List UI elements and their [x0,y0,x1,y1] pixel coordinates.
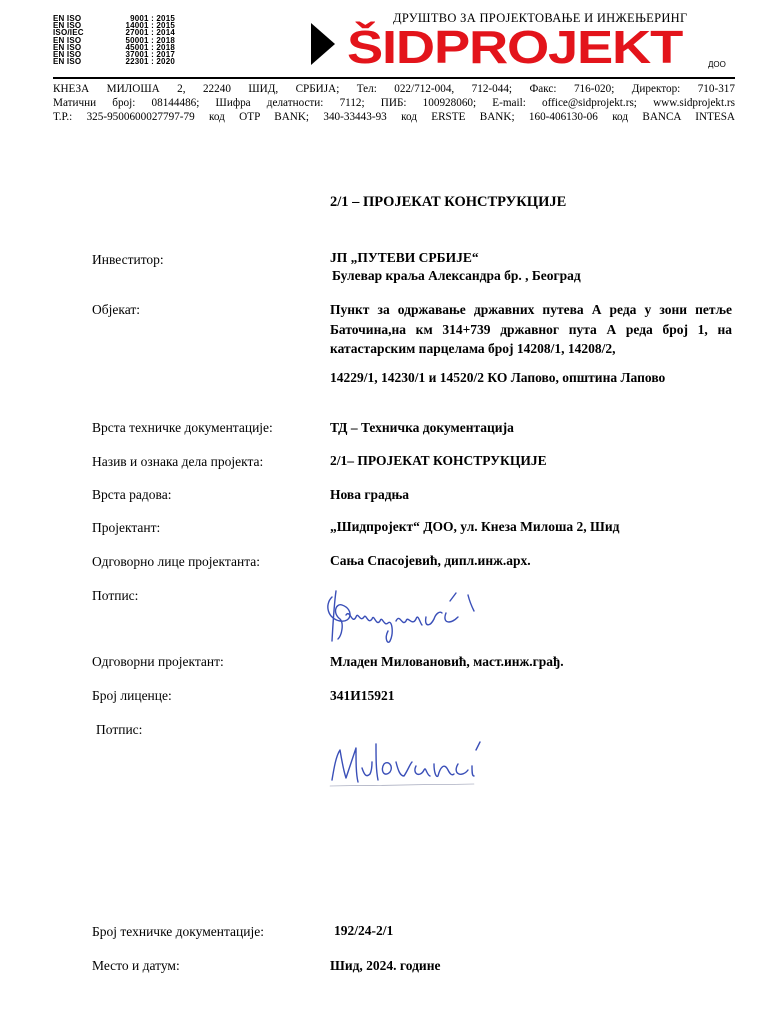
signature-milovanovic [326,734,486,790]
chief-designer-value: Младен Миловановић, маст.инж.грађ. [330,654,564,669]
work-type-value: Нова градња [330,487,410,502]
iso-code: 37001 : 2017 [125,49,175,59]
iso-certifications [53,15,175,65]
iso-standard: EN ISO [53,49,82,59]
work-type-label: Врста радова: [92,487,172,502]
bank-accounts-line: Т.Р.: 325-9500600027797-79 код OTP BANK; 340-33443-93 код ERSTE BANK; 160-406130-06 код BANCA INTESA [53,111,735,123]
iso-standard: EN ISO [53,57,82,67]
company-logo-name: ŠIDPROJEKT [347,21,683,73]
license-label: Број лиценце: [92,688,172,703]
place-date-value: Шид, 2024. године [330,958,441,973]
company-tagline: ДРУШТВО ЗА ПРОЈЕКТОВАЊЕ И ИНЖЕЊЕРИНГ [393,11,688,25]
iso-standard: EN ISO [53,35,82,45]
signature-label: Потпис: [92,588,139,603]
object-label: Објекат: [92,302,141,317]
logo-arrow-icon [311,23,335,65]
responsible-person-label: Одговорно лице пројектанта: [92,554,261,569]
project-part-value: 2/1– ПРОЈЕКАТ КОНСТРУКЦИЈЕ [330,453,547,468]
doc-type-value: ТД – Техничка документација [330,420,514,435]
iso-code: 9001 : 2015 [130,14,175,23]
iso-code: 45001 : 2018 [125,42,175,52]
iso-standard: EN ISO [53,42,82,52]
iso-code: 27001 : 2014 [125,28,175,38]
doc-type-label: Врста техничке документације: [92,420,273,435]
iso-code: 50001 : 2018 [125,35,175,45]
registration-line: Матични број: 08144486; Шифра делатности: 7112; ПИБ: 100928060; E-mail: office@sidprojekt.rs; www.sidprojekt.rs [53,97,735,109]
address-line: КНЕЗА МИЛОША 2, 22240 ШИД, СРБИЈА; Тел: 022/712-004, 712-044; Факс: 716-020; Директор: 710-317 [53,83,735,95]
iso-standard: EN ISO [53,14,82,23]
doc-number-label: Број техничке документације: [92,924,264,939]
investor-name: ЈП „ПУТЕВИ СРБИЈЕ“ [330,250,479,265]
iso-code: 22301 : 2020 [125,57,175,67]
investor-label: Инвеститор: [92,252,164,267]
iso-row [53,58,175,65]
designer-label: Пројектант: [92,520,161,535]
document-title: 2/1 – ПРОЈЕКАТ КОНСТРУКЦИЈЕ [330,194,567,210]
responsible-person-value: Сања Спасојевић, дипл.инж.арх. [330,553,531,568]
company-suffix: ДОО [708,60,726,69]
designer-value: „Шидпројект“ ДОО, ул. Кнеза Милоша 2, Шид [330,519,620,534]
chief-designer-label: Одговорни пројектант: [92,654,224,669]
place-date-label: Место и датум: [92,958,180,973]
doc-number-value: 192/24-2/1 [334,923,394,938]
object-parcels: 14229/1, 14230/1 и 14520/2 КО Лапово, општина Лапово [330,370,666,385]
iso-code: 14001 : 2015 [125,21,175,31]
iso-standard: ISO/IEC [53,28,84,38]
signature-label: Потпис: [96,722,143,737]
signature-spasojevic [318,583,488,653]
investor-address: Булевар краља Александра бр. , Београд [332,268,581,283]
object-description: Пункт за одржавање државних путева А реда у зони петље Баточина,на км 314+739 државног пута А реда број 1, на катастарским парцелама број 14208/1, 14208/2, [330,302,732,356]
iso-standard: EN ISO [53,21,82,31]
header-divider [53,77,735,79]
project-part-label: Назив и ознака дела пројекта: [92,454,264,469]
license-value: 341И15921 [330,688,395,703]
